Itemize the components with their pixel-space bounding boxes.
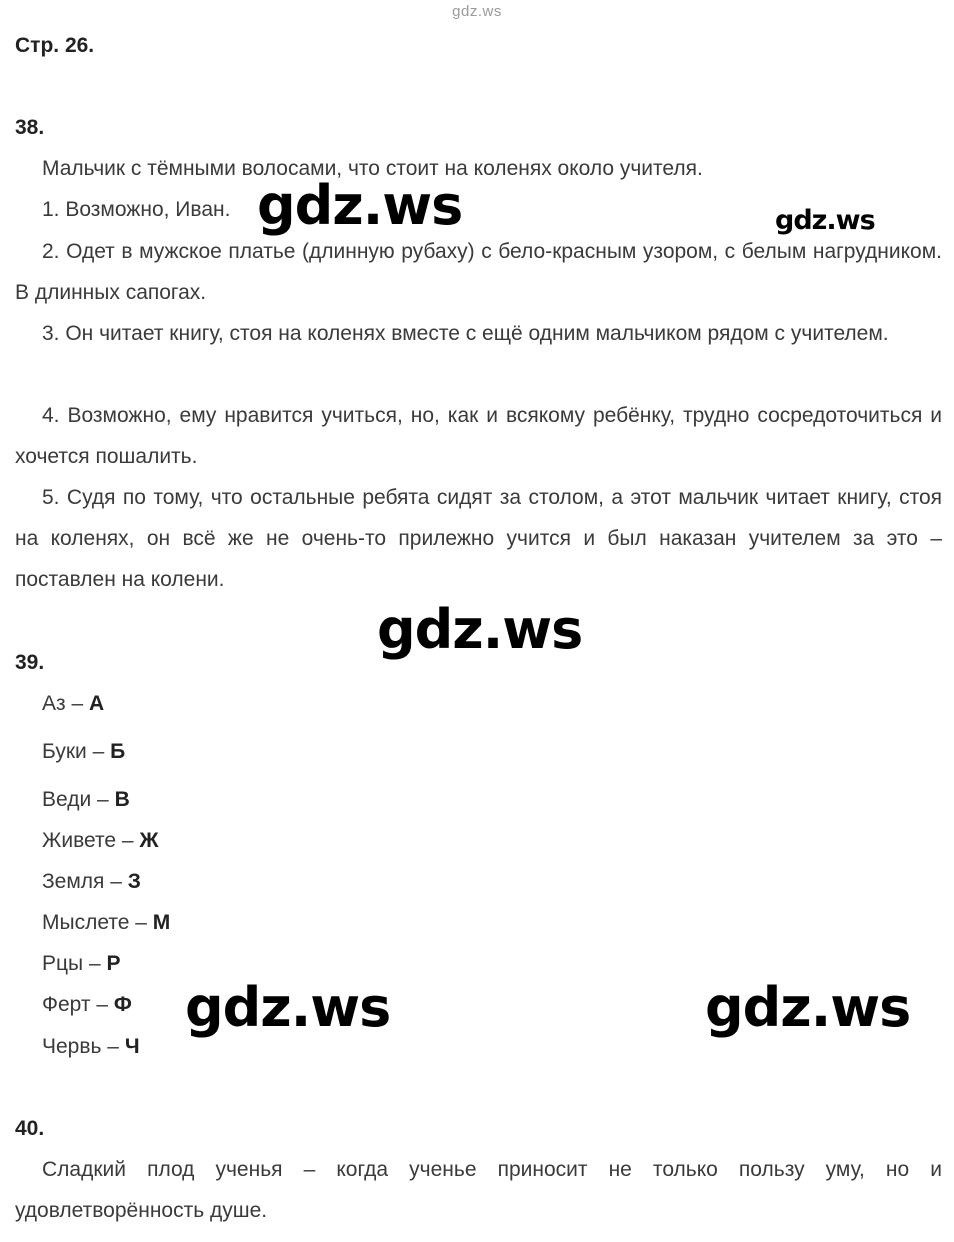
answer-paragraph: 1. Возможно, Иван.: [42, 198, 231, 221]
letter-name: Ферт: [42, 993, 91, 1016]
page-title: Стр. 26.: [15, 34, 95, 57]
question-number: 40.: [15, 1117, 45, 1140]
list-item: Земля – З: [42, 870, 141, 893]
site-watermark-top: gdz.ws: [452, 3, 502, 20]
letter-name: Рцы: [42, 952, 84, 975]
list-item: Мыслете – М: [42, 911, 171, 934]
list-item: Буки – Б: [42, 740, 126, 763]
question-number: 39.: [15, 651, 45, 674]
watermark: gdz.ws: [185, 976, 391, 1039]
letter: М: [152, 911, 171, 934]
letter: А: [89, 692, 105, 715]
list-item: Аз – А: [42, 692, 105, 715]
letter: Ч: [124, 1035, 140, 1058]
letter-name: Аз: [42, 692, 66, 715]
list-item: Живете – Ж: [42, 829, 159, 852]
question-number: 38.: [15, 116, 45, 139]
answer-paragraph: Сладкий плод ученья – когда ученье приносит не только пользу уму, но и удовлетворённость душе.: [15, 1158, 942, 1222]
list-item: Веди – В: [42, 788, 130, 811]
letter-name: Веди: [42, 788, 92, 811]
letter: Ф: [113, 993, 132, 1016]
letter: Б: [110, 740, 126, 763]
watermark: gdz.ws: [705, 976, 911, 1039]
letter-name: Буки: [42, 740, 87, 763]
letter-name: Мыслете: [42, 911, 130, 934]
list-item: Ферт – Ф: [42, 993, 132, 1016]
watermark: gdz.ws: [775, 205, 875, 236]
list-item: Червь – Ч: [42, 1035, 140, 1058]
letter: Ж: [139, 829, 159, 852]
answer-paragraph: 3. Он читает книгу, стоя на коленях вместе с ещё одним мальчиком рядом с учителем.: [42, 322, 889, 345]
letter: В: [114, 788, 130, 811]
letter-name: Червь: [42, 1035, 102, 1058]
watermark: gdz.ws: [257, 174, 463, 237]
letter: Р: [106, 952, 121, 975]
answer-paragraph: 5. Судя по тому, что остальные ребята сидят за столом, а этот мальчик читает книгу, стоя на коленях, он всё же не очень-то прилежно учится и был наказан учителем за это – поставлен на колени.: [15, 486, 942, 591]
answer-paragraph: Мальчик с тёмными волосами, что стоит на коленях около учителя.: [42, 157, 703, 180]
letter: З: [127, 870, 141, 893]
list-item: Рцы – Р: [42, 952, 121, 975]
letter-name: Живете: [42, 829, 117, 852]
letter-name: Земля: [42, 870, 105, 893]
watermark: gdz.ws: [377, 598, 583, 661]
answer-paragraph: 4. Возможно, ему нравится учиться, но, как и всякому ребёнку, трудно сосредоточиться и хочется пошалить.: [15, 404, 942, 468]
answer-paragraph: 2. Одет в мужское платье (длинную рубаху) с бело-красным узором, с белым нагрудником. В длинных сапогах.: [15, 240, 942, 304]
